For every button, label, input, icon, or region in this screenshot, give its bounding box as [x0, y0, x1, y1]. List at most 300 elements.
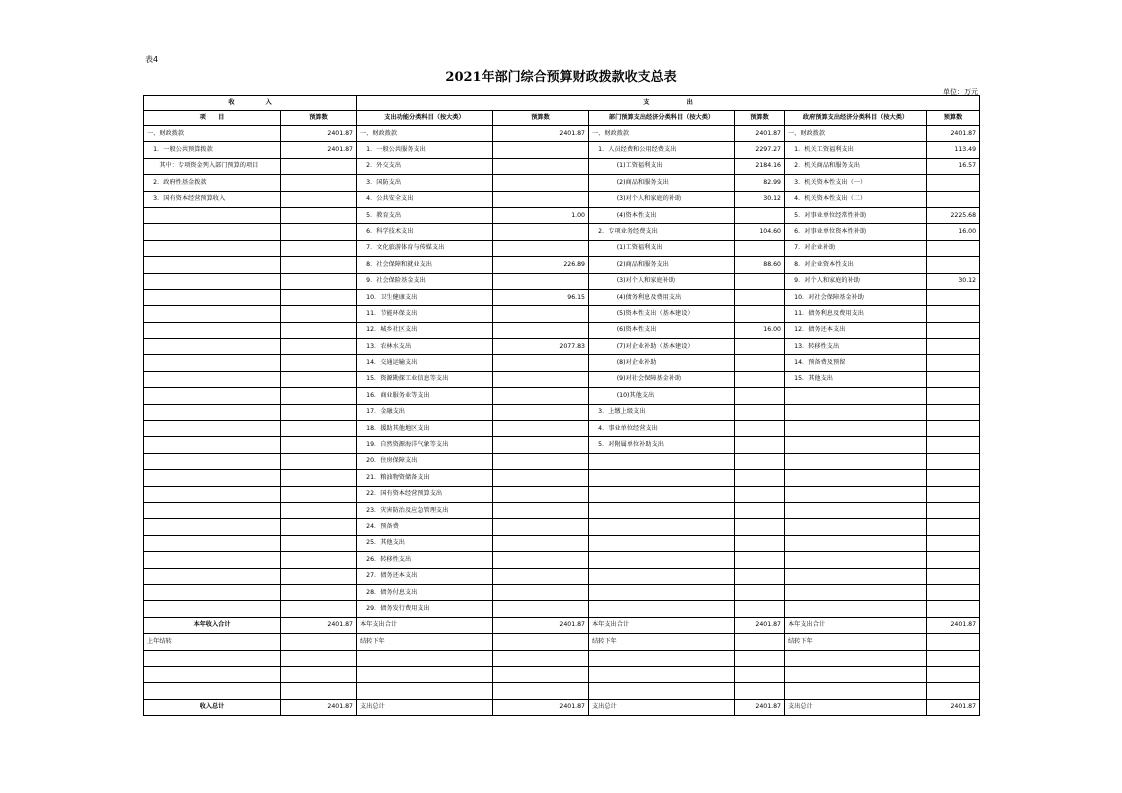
dept-economic-item-cell — [589, 502, 735, 518]
item-cell — [144, 240, 281, 256]
dept-economic-item-cell — [589, 568, 735, 584]
table-row — [144, 470, 980, 486]
amount-cell — [281, 552, 357, 568]
functional-item-cell: 25．其他支出 — [357, 535, 493, 551]
amount-cell — [735, 453, 785, 469]
table-row — [144, 142, 980, 158]
table-row — [144, 437, 980, 453]
functional-item-cell — [357, 666, 493, 682]
item-cell — [144, 371, 281, 387]
amount-cell: 2401.87 — [281, 699, 357, 715]
dept-economic-item-cell: 5．对附属单位补助支出 — [589, 437, 735, 453]
gov-economic-item-cell: 11．债务利息及费用支出 — [785, 306, 927, 322]
amount-cell — [927, 683, 980, 699]
gov-economic-item-cell: 13．转移性支出 — [785, 339, 927, 355]
amount-cell — [493, 322, 589, 338]
col-header-budget: 预算数 — [735, 111, 785, 126]
gov-economic-item-cell: 本年支出合计 — [785, 617, 927, 633]
gov-economic-item-cell: 结转下年 — [785, 634, 927, 650]
functional-item-cell: 9．社会保险基金支出 — [357, 273, 493, 289]
functional-item-cell: 18．援助其他地区支出 — [357, 421, 493, 437]
item-cell — [144, 289, 281, 305]
amount-cell — [493, 650, 589, 666]
gov-economic-item-cell: 10．对社会保障基金补助 — [785, 289, 927, 305]
amount-cell — [493, 388, 589, 404]
amount-cell — [735, 306, 785, 322]
functional-item-cell: 6．科学技术支出 — [357, 224, 493, 240]
amount-cell: 2401.87 — [927, 617, 980, 633]
amount-cell — [927, 519, 980, 535]
amount-cell: 226.89 — [493, 257, 589, 273]
amount-cell — [493, 634, 589, 650]
item-cell — [144, 404, 281, 420]
amount-cell — [735, 568, 785, 584]
item-cell — [144, 535, 281, 551]
amount-cell — [281, 240, 357, 256]
amount-cell — [493, 273, 589, 289]
table-row — [144, 207, 980, 223]
amount-cell — [281, 601, 357, 617]
dept-economic-item-cell: (4)资本性支出 — [589, 207, 735, 223]
amount-cell — [493, 306, 589, 322]
item-cell — [144, 502, 281, 518]
table-row — [144, 584, 980, 600]
amount-cell — [735, 584, 785, 600]
amount-cell — [281, 437, 357, 453]
amount-cell — [281, 339, 357, 355]
amount-cell — [735, 650, 785, 666]
functional-item-cell: 7．文化旅游体育与传媒支出 — [357, 240, 493, 256]
amount-cell — [927, 437, 980, 453]
item-cell — [144, 224, 281, 240]
item-cell — [144, 568, 281, 584]
amount-cell — [735, 240, 785, 256]
gov-economic-item-cell — [785, 421, 927, 437]
gov-economic-item-cell: 一、财政拨款 — [785, 126, 927, 142]
amount-cell — [281, 453, 357, 469]
functional-item-cell: 26．转移性支出 — [357, 552, 493, 568]
amount-cell — [493, 584, 589, 600]
functional-item-cell: 11．节能环保支出 — [357, 306, 493, 322]
amount-cell — [493, 404, 589, 420]
functional-item-cell: 21．粮油物资储备支出 — [357, 470, 493, 486]
item-cell — [144, 421, 281, 437]
amount-cell — [927, 240, 980, 256]
amount-cell — [735, 207, 785, 223]
amount-cell — [281, 421, 357, 437]
budget-table — [143, 95, 980, 716]
amount-cell — [281, 175, 357, 191]
amount-cell: 1.00 — [493, 207, 589, 223]
functional-item-cell: 28．债务付息支出 — [357, 584, 493, 600]
amount-cell: 113.49 — [927, 142, 980, 158]
amount-cell — [927, 650, 980, 666]
amount-cell — [927, 371, 980, 387]
col-header-item: 项 目 — [144, 111, 281, 126]
functional-item-cell: 27．债务还本支出 — [357, 568, 493, 584]
item-cell — [144, 683, 281, 699]
table-row — [144, 486, 980, 502]
dept-economic-item-cell: 1．人员经费和公用经费支出 — [589, 142, 735, 158]
unit-label: 单位：万元 — [943, 88, 978, 96]
dept-economic-item-cell: (1)工资福利支出 — [589, 240, 735, 256]
item-cell — [144, 601, 281, 617]
amount-cell — [493, 224, 589, 240]
amount-cell: 2401.87 — [281, 617, 357, 633]
functional-item-cell: 8．社会保障和就业支出 — [357, 257, 493, 273]
amount-cell: 16.00 — [735, 322, 785, 338]
amount-cell — [735, 601, 785, 617]
amount-cell — [735, 437, 785, 453]
amount-cell — [927, 535, 980, 551]
functional-item-cell: 17．金融支出 — [357, 404, 493, 420]
amount-cell — [735, 486, 785, 502]
amount-cell: 30.12 — [927, 273, 980, 289]
dept-economic-item-cell: (10)其他支出 — [589, 388, 735, 404]
amount-cell: 82.99 — [735, 175, 785, 191]
gov-economic-item-cell — [785, 404, 927, 420]
functional-item-cell: 一、财政拨款 — [357, 126, 493, 142]
gov-economic-item-cell: 5．对事业单位经常性补助 — [785, 207, 927, 223]
amount-cell: 2401.87 — [493, 699, 589, 715]
item-cell — [144, 339, 281, 355]
gov-economic-item-cell: 12．债务还本支出 — [785, 322, 927, 338]
table-row — [144, 404, 980, 420]
amount-cell — [493, 175, 589, 191]
dept-economic-item-cell: (9)对社会保障基金补助 — [589, 371, 735, 387]
amount-cell — [927, 666, 980, 682]
table-row — [144, 683, 980, 699]
amount-cell: 2401.87 — [735, 126, 785, 142]
item-cell — [144, 486, 281, 502]
dept-economic-item-cell — [589, 535, 735, 551]
gov-economic-item-cell: 1．机关工资福利支出 — [785, 142, 927, 158]
gov-economic-item-cell — [785, 502, 927, 518]
gov-economic-item-cell — [785, 683, 927, 699]
dept-economic-item-cell: 4．事业单位经营支出 — [589, 421, 735, 437]
dept-economic-item-cell: 结转下年 — [589, 634, 735, 650]
amount-cell — [927, 339, 980, 355]
header-row-group — [144, 96, 980, 111]
table-row — [144, 371, 980, 387]
amount-cell: 2401.87 — [735, 699, 785, 715]
item-cell — [144, 388, 281, 404]
col-header-budget: 预算数 — [927, 111, 980, 126]
functional-item-cell — [357, 683, 493, 699]
amount-cell — [735, 421, 785, 437]
table-row — [144, 552, 980, 568]
amount-cell — [927, 289, 980, 305]
dept-economic-item-cell: (6)资本性支出 — [589, 322, 735, 338]
amount-cell: 88.60 — [735, 257, 785, 273]
amount-cell — [735, 683, 785, 699]
amount-cell — [281, 584, 357, 600]
item-cell — [144, 666, 281, 682]
header-row-columns — [144, 111, 980, 126]
amount-cell — [281, 371, 357, 387]
functional-item-cell: 16．商业服务业等支出 — [357, 388, 493, 404]
amount-cell — [735, 371, 785, 387]
amount-cell: 30.12 — [735, 191, 785, 207]
amount-cell — [927, 584, 980, 600]
table-row — [144, 191, 980, 207]
table-number: 表4 — [145, 55, 159, 64]
dept-economic-item-cell — [589, 666, 735, 682]
amount-cell — [281, 486, 357, 502]
amount-cell — [927, 453, 980, 469]
table-row — [144, 502, 980, 518]
amount-cell — [735, 355, 785, 371]
amount-cell — [493, 453, 589, 469]
amount-cell — [927, 175, 980, 191]
gov-economic-item-cell — [785, 519, 927, 535]
amount-cell: 104.60 — [735, 224, 785, 240]
amount-cell — [493, 158, 589, 174]
amount-cell — [927, 421, 980, 437]
dept-economic-item-cell — [589, 453, 735, 469]
dept-economic-item-cell: (2)商品和服务支出 — [589, 257, 735, 273]
table-row — [144, 699, 980, 715]
amount-cell — [735, 388, 785, 404]
amount-cell — [281, 470, 357, 486]
gov-economic-item-cell: 8．对企业资本性支出 — [785, 257, 927, 273]
functional-item-cell: 13．农林水支出 — [357, 339, 493, 355]
table-row — [144, 519, 980, 535]
dept-economic-item-cell — [589, 552, 735, 568]
table-row — [144, 355, 980, 371]
functional-item-cell: 5．教育支出 — [357, 207, 493, 223]
amount-cell — [927, 404, 980, 420]
table-row — [144, 273, 980, 289]
table-row — [144, 421, 980, 437]
amount-cell — [735, 339, 785, 355]
amount-cell: 16.00 — [927, 224, 980, 240]
amount-cell — [281, 502, 357, 518]
amount-cell: 16.57 — [927, 158, 980, 174]
amount-cell — [281, 158, 357, 174]
amount-cell — [927, 191, 980, 207]
amount-cell — [735, 289, 785, 305]
amount-cell — [735, 535, 785, 551]
gov-economic-item-cell — [785, 666, 927, 682]
amount-cell — [927, 355, 980, 371]
amount-cell — [493, 601, 589, 617]
amount-cell: 2401.87 — [281, 142, 357, 158]
item-cell: 收入总计 — [144, 699, 281, 715]
amount-cell — [735, 502, 785, 518]
dept-economic-item-cell: 3．上缴上级支出 — [589, 404, 735, 420]
amount-cell — [735, 666, 785, 682]
gov-economic-item-cell — [785, 437, 927, 453]
amount-cell: 2077.83 — [493, 339, 589, 355]
table-row — [144, 453, 980, 469]
dept-economic-item-cell — [589, 470, 735, 486]
amount-cell — [927, 322, 980, 338]
amount-cell — [927, 568, 980, 584]
table-row — [144, 535, 980, 551]
item-cell — [144, 306, 281, 322]
table-row — [144, 388, 980, 404]
amount-cell — [927, 486, 980, 502]
item-cell — [144, 453, 281, 469]
dept-economic-item-cell: (3)对个人和家庭补助 — [589, 273, 735, 289]
amount-cell — [735, 519, 785, 535]
table-row — [144, 240, 980, 256]
gov-economic-item-cell — [785, 388, 927, 404]
col-header-budget: 预算数 — [281, 111, 357, 126]
income-group-header: 收 入 — [144, 96, 357, 111]
amount-cell — [281, 207, 357, 223]
item-cell — [144, 257, 281, 273]
amount-cell: 2401.87 — [927, 699, 980, 715]
col-header-functional: 支出功能分类科目（按大类） — [357, 111, 493, 126]
gov-economic-item-cell: 4．机关资本性支出（二） — [785, 191, 927, 207]
amount-cell — [281, 666, 357, 682]
amount-cell — [927, 634, 980, 650]
item-cell — [144, 650, 281, 666]
gov-economic-item-cell: 3．机关资本性支出（一） — [785, 175, 927, 191]
amount-cell — [281, 191, 357, 207]
dept-economic-item-cell: 支出总计 — [589, 699, 735, 715]
gov-economic-item-cell — [785, 470, 927, 486]
amount-cell — [281, 568, 357, 584]
dept-economic-item-cell — [589, 519, 735, 535]
dept-economic-item-cell: 2．专项业务经费支出 — [589, 224, 735, 240]
item-cell — [144, 519, 281, 535]
functional-item-cell: 1．一般公共服务支出 — [357, 142, 493, 158]
functional-item-cell: 支出总计 — [357, 699, 493, 715]
amount-cell: 2184.16 — [735, 158, 785, 174]
gov-economic-item-cell — [785, 535, 927, 551]
amount-cell — [493, 470, 589, 486]
dept-economic-item-cell: (4)债务利息及费用支出 — [589, 289, 735, 305]
gov-economic-item-cell: 9．对个人和家庭的补助 — [785, 273, 927, 289]
amount-cell — [493, 355, 589, 371]
amount-cell — [281, 322, 357, 338]
gov-economic-item-cell: 15．其他支出 — [785, 371, 927, 387]
page-title: 2021年部门综合预算财政拨款收支总表 — [445, 70, 677, 85]
item-cell — [144, 584, 281, 600]
item-cell — [144, 207, 281, 223]
table-row — [144, 175, 980, 191]
functional-item-cell: 10．卫生健康支出 — [357, 289, 493, 305]
amount-cell — [927, 257, 980, 273]
amount-cell — [493, 535, 589, 551]
col-header-dept-economic: 部门预算支出经济分类科目（按大类） — [589, 111, 735, 126]
dept-economic-item-cell: (8)对企业补助 — [589, 355, 735, 371]
amount-cell — [493, 552, 589, 568]
gov-economic-item-cell: 支出总计 — [785, 699, 927, 715]
amount-cell — [493, 421, 589, 437]
amount-cell — [281, 306, 357, 322]
amount-cell: 2401.87 — [493, 126, 589, 142]
item-cell: 一、财政拨款 — [144, 126, 281, 142]
amount-cell — [281, 224, 357, 240]
amount-cell — [281, 355, 357, 371]
gov-economic-item-cell: 2．机关商品和服务支出 — [785, 158, 927, 174]
amount-cell: 2401.87 — [927, 126, 980, 142]
functional-item-cell: 24．预备费 — [357, 519, 493, 535]
functional-item-cell: 2．外交支出 — [357, 158, 493, 174]
amount-cell — [493, 568, 589, 584]
amount-cell: 2401.87 — [493, 617, 589, 633]
item-cell: 上年结转 — [144, 634, 281, 650]
col-header-gov-economic: 政府预算支出经济分类科目（按大类） — [785, 111, 927, 126]
amount-cell: 96.15 — [493, 289, 589, 305]
dept-economic-item-cell: (2)商品和服务支出 — [589, 175, 735, 191]
functional-item-cell: 3．国防支出 — [357, 175, 493, 191]
item-cell — [144, 437, 281, 453]
table-row — [144, 666, 980, 682]
amount-cell — [281, 650, 357, 666]
functional-item-cell: 29．债务发行费用支出 — [357, 601, 493, 617]
gov-economic-item-cell: 14．预备费及预留 — [785, 355, 927, 371]
amount-cell: 2225.68 — [927, 207, 980, 223]
functional-item-cell: 结转下年 — [357, 634, 493, 650]
functional-item-cell: 4．公共安全支出 — [357, 191, 493, 207]
functional-item-cell: 14．交通运输支出 — [357, 355, 493, 371]
amount-cell — [493, 437, 589, 453]
amount-cell — [735, 634, 785, 650]
table-row — [144, 158, 980, 174]
amount-cell — [281, 257, 357, 273]
item-cell — [144, 355, 281, 371]
amount-cell — [927, 306, 980, 322]
dept-economic-item-cell — [589, 584, 735, 600]
dept-economic-item-cell: (3)对个人和家庭的补助 — [589, 191, 735, 207]
table-body — [144, 126, 980, 716]
amount-cell — [493, 683, 589, 699]
gov-economic-item-cell — [785, 486, 927, 502]
amount-cell — [493, 371, 589, 387]
functional-item-cell: 12．城乡社区支出 — [357, 322, 493, 338]
table-row — [144, 339, 980, 355]
amount-cell — [735, 552, 785, 568]
gov-economic-item-cell — [785, 584, 927, 600]
amount-cell: 2401.87 — [735, 617, 785, 633]
amount-cell — [281, 273, 357, 289]
table-row — [144, 257, 980, 273]
amount-cell — [493, 486, 589, 502]
expense-group-header: 支 出 — [357, 96, 980, 111]
table-row — [144, 617, 980, 633]
amount-cell — [493, 142, 589, 158]
functional-item-cell: 15．资源勘探工业信息等支出 — [357, 371, 493, 387]
table-row — [144, 601, 980, 617]
amount-cell — [927, 388, 980, 404]
dept-economic-item-cell: (5)资本性支出（基本建设） — [589, 306, 735, 322]
amount-cell — [735, 470, 785, 486]
item-cell: 其中：专项资金列入部门预算的项目 — [144, 158, 281, 174]
amount-cell — [927, 502, 980, 518]
table-row — [144, 306, 980, 322]
amount-cell: 2297.27 — [735, 142, 785, 158]
amount-cell — [281, 535, 357, 551]
item-cell: 本年收入合计 — [144, 617, 281, 633]
table-row — [144, 224, 980, 240]
amount-cell — [281, 289, 357, 305]
amount-cell — [927, 552, 980, 568]
item-cell — [144, 552, 281, 568]
amount-cell — [281, 388, 357, 404]
amount-cell — [493, 502, 589, 518]
table-row — [144, 322, 980, 338]
table-row — [144, 634, 980, 650]
item-cell — [144, 273, 281, 289]
dept-economic-item-cell — [589, 683, 735, 699]
gov-economic-item-cell: 6．对事业单位资本性补助 — [785, 224, 927, 240]
amount-cell — [493, 666, 589, 682]
